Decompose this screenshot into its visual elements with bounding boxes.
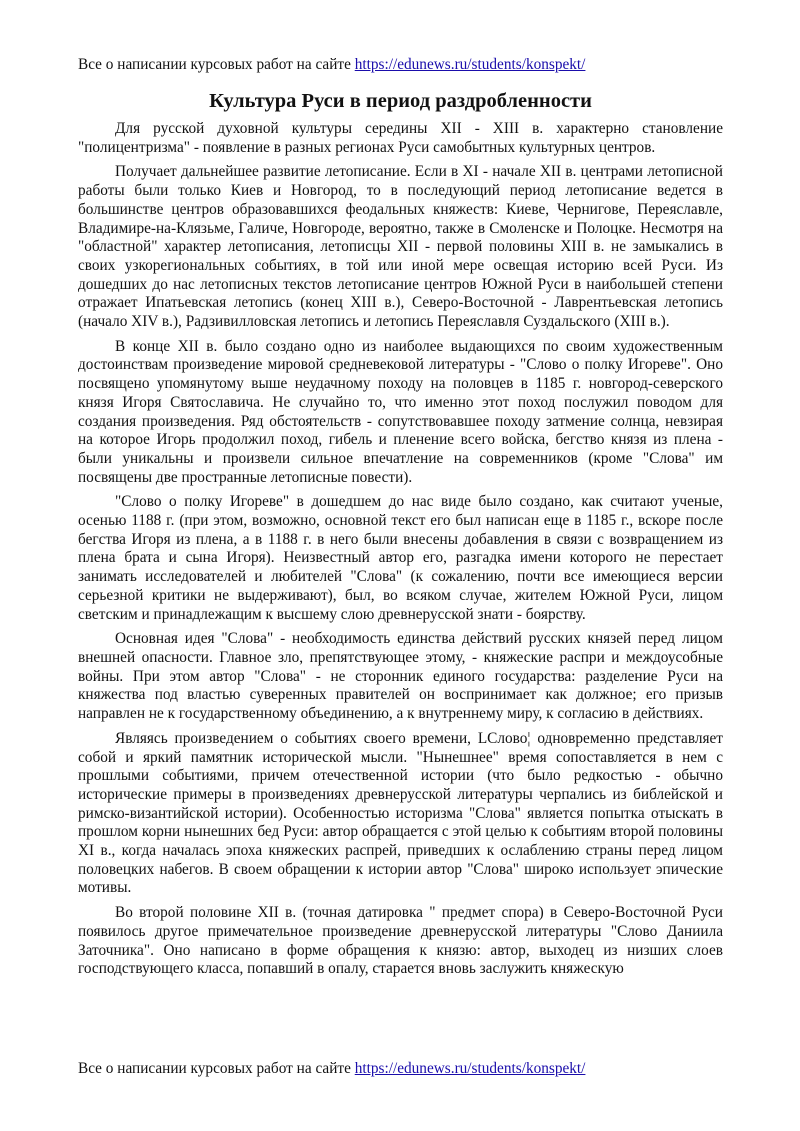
page-footer [78, 1060, 728, 1078]
paragraph: "Слово о полку Игореве" в дошедшем до нас виде было создано, как считают ученые, осенью 1188 г. (при этом, возможно, основной текст его был написан еще в 1185 г., вскоре после бегства Игоря из плена, а в 1188 г. в него были внесены добавления в связи с возвращением из плена брата и сына Игоря). Неизвестный автор его, разгадка имени которого не перестает занимать исследователей и любителей "Слова" (к сожалению, почти все имеющиеся версии серьезной критики не выдерживают), был, во всяком случае, жителем Южной Руси, лицом светским и принадлежащим к высшему слою древнерусской знати - боярству. [78, 493, 723, 623]
article-title: Культура Руси в период раздробленности [209, 90, 592, 112]
header-text: Все о написании курсовых работ на сайте [78, 56, 355, 73]
footer-text: Все о написании курсовых работ на сайте [78, 1060, 355, 1077]
header-link[interactable]: https://edunews.ru/students/konspekt/ [354, 56, 586, 73]
paragraph: Во второй половине XII в. (точная датировка " предмет спора) в Северо-Восточной Руси появилось другое примечательное произведение древнерусской литературы "Слово Даниила Заточника". Оно написано в форме обращения к князю: автор, выходец из низших слоев господствующего класса, попавший в опалу, старается вновь заслужить княжескую [78, 904, 723, 978]
page-header [78, 56, 728, 74]
paragraph: Являясь произведением о событиях своего времени, LСлово¦ одновременно представляет собой и яркий памятник исторической мысли. "Нынешнее" время сопоставляется в нем с прошлыми событиями, причем отечественной истории (что было редкостью - обычно исторические примеры в произведениях древнерусской литературы черпались из библейской и римско-византийской истории). Особенностью историзма "Слова" является попытка отыскать в прошлом корни нынешних бед Руси: автор обращается с этой целью к событиям второй половины XI в., когда началась эпоха княжеских распрей, приведших к ослаблению страны перед лицом половецких набегов. В своем обращении к истории автор "Слова" широко использует эпические мотивы. [78, 729, 723, 897]
paragraph: Основная идея "Слова" - необходимость единства действий русских князей перед лицом внешней опасности. Главное зло, препятствующее этому, - княжеские распри и междоусобные войны. При этом автор "Слова" - не сторонник единого государства: разделение Руси на княжества под властью суверенных правителей он воспринимает как должное; его призыв направлен не к государственному объединению, а к внутреннему миру, к согласию в действиях. [78, 630, 723, 723]
footer-link[interactable]: https://edunews.ru/students/konspekt/ [354, 1060, 586, 1077]
paragraph: Получает дальнейшее развитие летописание. Если в XI - начале XII в. центрами летописной работы были только Киев и Новгород, то в последующий период летописание ведется в большинстве центров образовавшихся феодальных княжеств: Киеве, Чернигове, Переяславле, Владимире-на-Клязьме, Галиче, Новгороде, вероятно, также в Смоленске и Полоцке. Несмотря на "областной" характер летописания, летописцы XII - первой половины XIII в. не замыкались в своих узкорегиональных событиях, в той или иной мере освещая историю всей Руси. Из дошедших до нас летописных текстов летописание центров Южной Руси в наибольшей степени отражает Ипатьевская летопись (конец XIII в.), Северо-Восточной - Лаврентьевская летопись (начало XIV в.), Радзивилловская летопись и летопись Переяславля Суздальского (XIII в.). [78, 163, 723, 331]
paragraph: В конце XII в. было создано одно из наиболее выдающихся по своим художественным достоинствам произведение мировой средневековой литературы - "Слово о полку Игореве". Оно посвящено упомянутому выше неудачному походу на половцев в 1185 г. новгород-северского князя Игоря Святославича. Не случайно то, что именно этот поход послужил поводом для создания произведения. Ряд обстоятельств - сопутствовавшее походу затмение солнца, невзирая на которое Игорь продолжил поход, гибель и пленение всего войска, бегство князя из плена - были уникальны и произвели сильное впечатление на современников (кроме "Слова" им посвящены две пространные летописные повести). [78, 337, 723, 486]
paragraph: Для русской духовной культуры середины XII - XIII в. характерно становление "полицентризма" - появление в разных регионах Руси самобытных культурных центров. [78, 120, 723, 156]
article [78, 88, 723, 985]
